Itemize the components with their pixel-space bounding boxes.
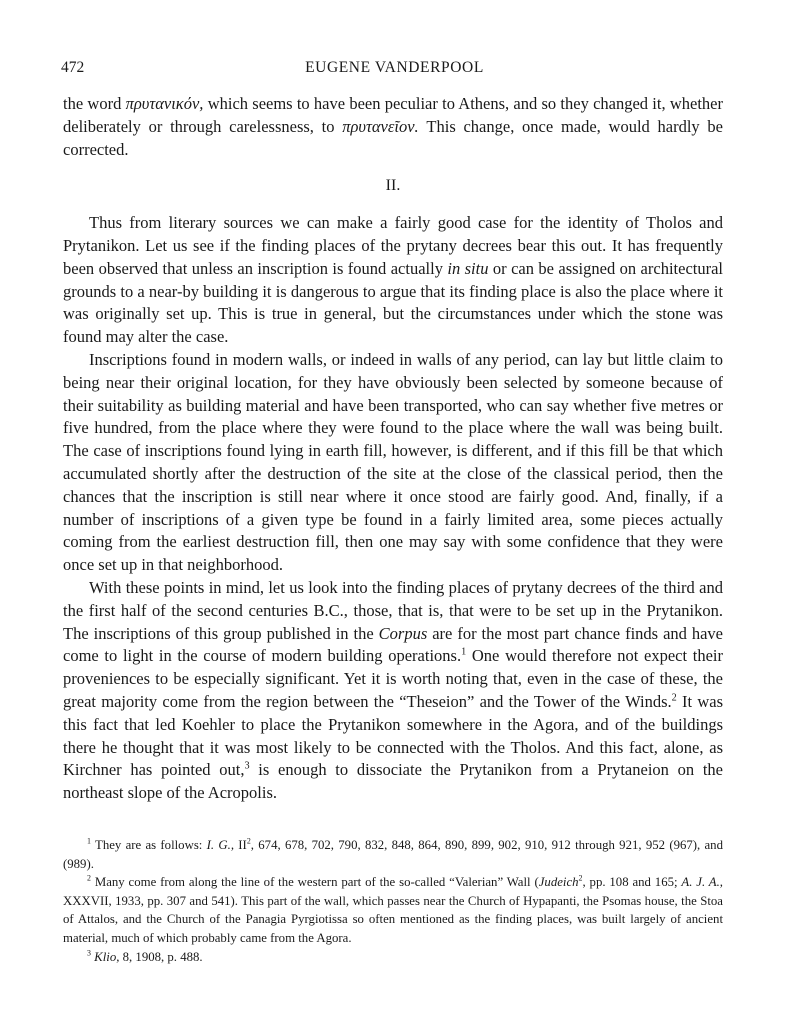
text-run: They are as follows: xyxy=(90,838,207,852)
text-run: , 674, 678, 702, 790, 832, 848, 864, 890, 899, 902, 910, 912 through 921, 952 (967), and (989). xyxy=(63,838,723,871)
emphasis: Klio, xyxy=(94,949,120,964)
paragraph xyxy=(63,212,723,349)
text-run: With these points in mind, let us look into the finding places of prytany decrees of the third and the first half of the second centuries B.C., those, that is, that were to be set up in the Prytanikon. The inscriptions of this group published in the xyxy=(63,577,723,643)
emphasis: Judeich xyxy=(538,875,579,890)
text-run: One would therefore not expect their proveniences to be especially significant. Yet it is worth noting that, even in the case of these, the great majority come from the region between the “Theseion” and the Tower of the Winds. xyxy=(63,646,723,711)
superscript: 2 xyxy=(246,836,251,846)
text-run: , pp. 108 and 165; xyxy=(582,875,682,890)
text-run: 8, 1908, p. 488. xyxy=(119,949,203,964)
footnote-mark: 1 xyxy=(87,836,91,846)
footnote-mark: 3 xyxy=(87,948,91,958)
footnote-ref[interactable]: 2 xyxy=(671,692,677,704)
text-run: It was this fact that led Koehler to place the Prytanikon somewhere in the Agora, and of the buildings there he thought that it was most likely to be connected with the Tholos. And this fact, alone, as Kirchner has pointed out, xyxy=(63,691,723,780)
footnote-2 xyxy=(63,873,723,947)
text-run: Many come from along the line of the western part of the so-called “Valerian” Wall ( xyxy=(90,875,539,890)
footnote-ref[interactable]: 1 xyxy=(461,646,467,658)
emphasis: Corpus xyxy=(378,623,428,643)
text-run: or can be assigned on architectural grounds to a near-by building it is dangerous to argue that its finding place is also the place where it was originally set up. This is true in general, but the circumstances under which the stone was found may alter the case. xyxy=(63,258,723,347)
text-run: is enough to dissociate the Prytanikon from a Prytaneion on the northeast slope of the Acropolis. xyxy=(63,760,723,803)
greek-word: πρυτανεῖον. xyxy=(342,116,419,136)
running-title: EUGENE VANDERPOOL xyxy=(305,59,484,76)
text-run: This change, once made, would hardly be corrected. xyxy=(63,116,723,159)
text-run: XXXVII, 1933, pp. 307 and 541). This part of the wall, which passes near the Church of Hypapanti, the Psomas house, the Stoa of Attalos, and the Church of the Panagia Pyrgiotissa so often mentioned as the finding places, was built largely of ancient material, much of which probably came from the Agora. xyxy=(63,893,723,945)
page-number: 472 xyxy=(61,59,85,76)
text-run: the word xyxy=(63,94,126,113)
text-run: II xyxy=(234,838,247,852)
text-run: which seems to have been peculiar to Athens, and so they changed it, whether deliberately or through carelessness, to xyxy=(63,94,723,136)
footnote-3 xyxy=(63,948,723,967)
emphasis: I. G., xyxy=(206,838,235,852)
section-heading: II. xyxy=(385,177,401,195)
main-text xyxy=(63,93,723,805)
footnote-mark: 2 xyxy=(87,873,91,883)
paragraph-continuation xyxy=(63,93,723,161)
emphasis: in situ xyxy=(447,258,489,278)
footnotes xyxy=(63,836,723,966)
greek-word: πρυτανικόν, xyxy=(125,94,204,113)
paragraph: Inscriptions found in modern walls, or indeed in walls of any period, can lay but little claim to being near their original location, for they have obviously been selected by someone because of their suitability as building material and have been transported, who can say whether five metres or five hundred, from the place where they were found to the place where the wall was being built. The case of inscriptions found lying in earth fill, however, is different, and if this fill be that which accumulated shortly after the destruction of the site at the close of the classical period, then the chances that the inscription is still near where it once stood are fairly good. And, finally, if a number of inscriptions of a given type be found in a fairly limited area, some pieces actually coming from the earliest destruction fill, then one may say with some confidence that they were once set up in that neighborhood. xyxy=(63,349,723,575)
text-run: Thus from literary sources we can make a fairly good case for the identity of Tholos and Prytanikon. Let us see if the finding places of the prytany decrees bear this out. It has frequently been observed that unless an inscription is found actually xyxy=(63,213,723,278)
text-run: are for the most part chance finds and have come to light in the course of modern building operations. xyxy=(63,623,724,666)
emphasis: A. J. A., xyxy=(681,875,724,890)
footnote-1 xyxy=(63,836,723,873)
footnote-ref[interactable]: 3 xyxy=(244,760,250,772)
superscript: 2 xyxy=(578,873,583,883)
paragraph xyxy=(63,577,723,805)
